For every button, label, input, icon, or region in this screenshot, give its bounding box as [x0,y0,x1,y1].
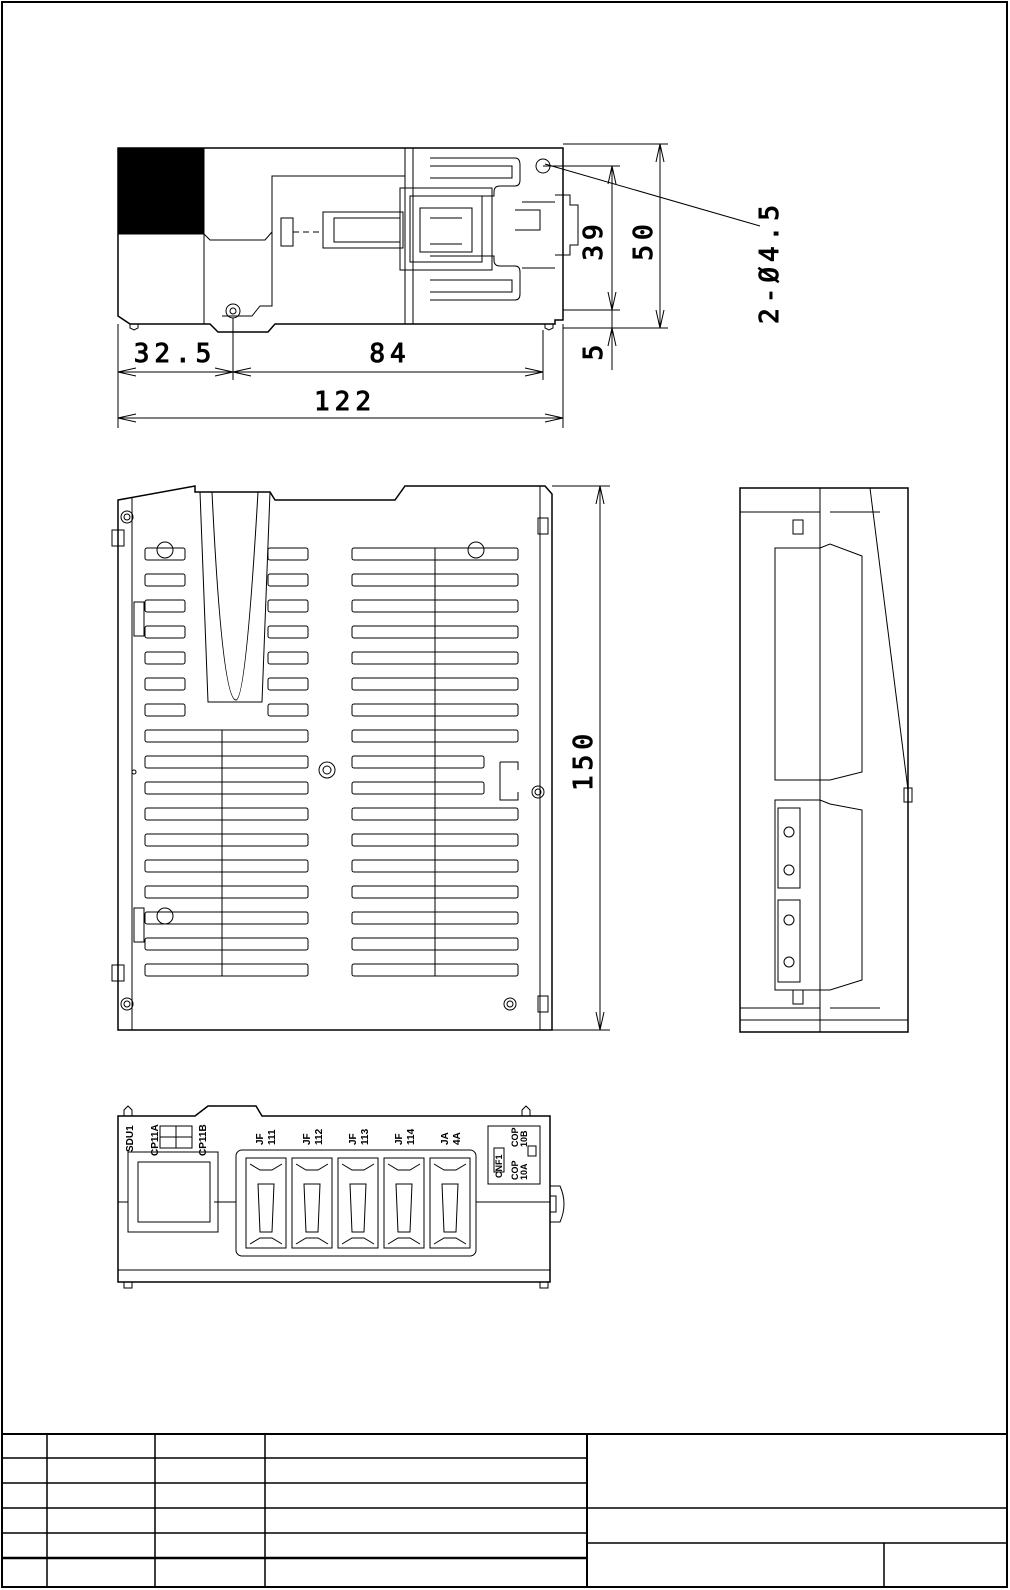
label-jf111-a: JF [255,1133,266,1145]
label-cop10b-a: COP [510,1127,520,1147]
hole-callout-text: 2-Ø4.5 [755,200,785,324]
title-block [2,1434,1007,1587]
dsub-connectors [246,1158,470,1248]
label-ja4a-b: 4A [452,1132,463,1145]
label-jf111-b: 111 [267,1129,278,1145]
label-jf112-b: 112 [314,1128,325,1145]
side-view [740,488,912,1032]
label-cop10a-a: COP [510,1160,520,1180]
connector-view [118,1106,564,1288]
label-sdu1: SDU1 [125,1125,136,1152]
label-cp11b: CP11B [198,1124,209,1156]
front-view [112,486,610,1030]
label-ja4a-a: JA [440,1132,451,1145]
dim-39-text: 39 [579,219,609,261]
label-cop10a-b: 10A [519,1163,529,1180]
dim-5-text: 5 [579,339,609,361]
label-cp11a: CP11A [150,1124,161,1156]
label-jf114-b: 114 [406,1128,417,1145]
dim-32-5-text: 32.5 [133,339,217,369]
label-cnf1: CNF1 [494,1154,504,1178]
label-jf112-a: JF [302,1133,313,1145]
dim-84-text: 84 [369,339,411,369]
label-jf113-a: JF [348,1133,359,1145]
label-cop10b-b: 10B [519,1130,529,1147]
dim-150-text: 150 [569,729,599,791]
label-jf114-a: JF [394,1133,405,1145]
dim-122-text: 122 [314,387,376,417]
label-jf113-b: 113 [360,1128,371,1145]
top-view [118,144,785,428]
dim-50-text: 50 [629,219,659,261]
